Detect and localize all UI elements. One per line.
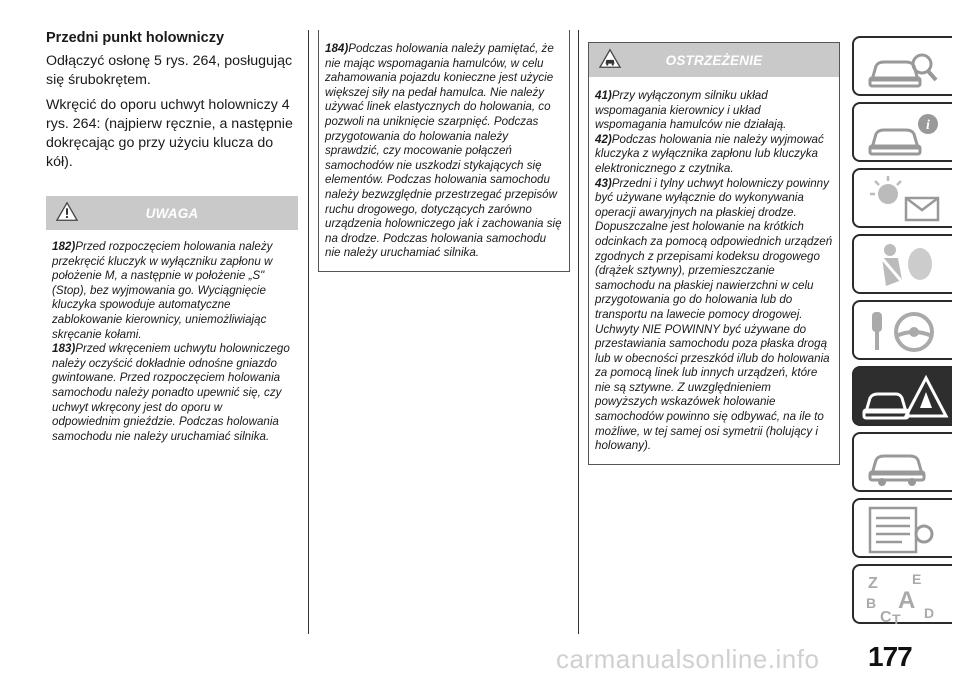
middle-column <box>318 30 570 272</box>
note-42 <box>595 133 833 177</box>
paragraph-cover: Odłączyć osłonę 5 rys. 264, posługując się śrubokrętem. <box>46 53 293 88</box>
note-text: Przy wyłączonym silniku układ wspomagania kierownicy i układ wspomagania hamulców nie działają. <box>595 89 787 132</box>
tab-car-search[interactable] <box>852 36 952 96</box>
car-info-icon <box>862 108 952 160</box>
note-number: 43) <box>595 176 612 190</box>
warning-body <box>589 77 839 464</box>
safety-airbag-icon <box>862 240 952 292</box>
left-column <box>46 30 298 454</box>
note-number: 182) <box>52 240 76 253</box>
note-text: Przed wkręceniem uchwytu holowniczego należy oczyścić dokładnie odnośne gniazdo gwintowane. Przed rozpoczęciem holowania samochodu należy ponadto upewnić się, czy uchwyt wkręcony jest do oporu w odpowiednim gnieździe. Podczas holowania samochodu nie należy uruchamiać silnika. <box>52 342 290 443</box>
caution-box <box>46 196 298 454</box>
index-letter: C <box>880 609 892 626</box>
note-43 <box>595 177 833 454</box>
tab-emergency[interactable] <box>852 366 952 426</box>
caution-continued-body <box>319 30 569 271</box>
tab-safety[interactable] <box>852 234 952 294</box>
warning-triangle-icon <box>56 201 78 223</box>
note-text: Podczas holowania nie należy wyjmować kluczyka z wyłącznika zapłonu lub kluczyka elektronicznego z czytnika. <box>595 132 824 175</box>
key-steering-icon <box>862 306 952 358</box>
column-divider <box>578 30 579 634</box>
tab-maintenance[interactable] <box>852 432 952 492</box>
svg-text:i: i <box>926 118 930 133</box>
note-184 <box>325 42 563 261</box>
alphabetical-index-icon <box>862 570 952 626</box>
note-text: Podczas holowania należy pamiętać, że nie mając wspomagania hamulców, w celu zahamowania pojazdu konieczne jest użycie większej siły na pedał hamulca. Nie należy używać linek elastycznych do holowania, co pozwoli na uniknięcie szarpnięć. Podczas przygotowania do holowania należy sprawdzić, czy mocowanie połączeń samochodów nie uszkodzi stykających się elementów. Podczas holowania samochodu należy bezwzględnie przestrzegać przepisów ruchu drogowego, dotyczących zarówno urządzenia holowniczego jak i zachowania się na drodze. Podczas holowania samochodu nie należy uruchamiać silnika. <box>325 42 562 260</box>
note-text: Przedni i tylny uchwyt holowniczy powinny być używane wyłącznie do wykonywania operacji awaryjnych na płaskiej drodze. Dopuszczalne jest holowanie na krótkich odcinkach za pomocą odpowiednich urządzeń zgodnych z przepisami kodeksu drogowego (drążek sztywny), przemieszczanie samochodu na płaskiej nawierzchni w celu przygotowania go do holowania lub do transportu na lawecie pomocy drogowej. Uchwyty NIE POWINNY być używane do przestawiania samochodu poza płaska drogą lub w obecności przeszkód i/lub do holowania za pomocą linek lub innych urządzeń, które nie są sztywne. Z uwzględnieniem powyższych wskazówek holowanie samochodów powinno się odbywać, na ile to możliwe, w tej samej osi symetrii (holujący i holowany). <box>595 176 833 453</box>
note-number: 41) <box>595 89 612 102</box>
watermark: carmanualsonline.info <box>556 644 820 674</box>
index-letter: Z <box>868 575 878 592</box>
car-warning-icon <box>599 48 621 70</box>
tab-key-steering[interactable] <box>852 300 952 360</box>
specs-list-icon <box>862 504 952 556</box>
index-letter: A <box>898 587 916 614</box>
tab-specs[interactable] <box>852 498 952 558</box>
warning-box <box>588 42 840 465</box>
warning-title: OSTRZEŻENIE <box>665 52 763 68</box>
note-183 <box>52 342 292 444</box>
caution-header <box>46 196 298 230</box>
section-heading: Przedni punkt holowniczy <box>46 30 225 46</box>
note-number: 183) <box>52 342 76 356</box>
right-column <box>588 42 840 465</box>
index-letter: B <box>866 595 877 611</box>
paragraph-tow-hook: Wkręcić do oporu uchwyt holowniczy 4 rys. 264: (najpierw ręcznie, a następnie dokręcając go przy użyciu klucza do kół). <box>46 97 293 170</box>
column-divider <box>308 30 309 634</box>
index-letter: E <box>912 571 922 587</box>
note-41 <box>595 89 833 133</box>
index-letter: D <box>924 605 935 621</box>
tab-car-info[interactable] <box>852 102 952 162</box>
note-number: 184) <box>325 42 349 55</box>
index-letter: T <box>892 611 901 626</box>
caution-body <box>46 230 298 454</box>
note-number: 42) <box>595 132 612 146</box>
car-maintenance-icon <box>862 438 952 490</box>
page-number: 177 <box>868 641 912 672</box>
note-text: Przed rozpoczęciem holowania należy przekręcić kluczyk w wyłączniku zapłonu w położenie M, a następnie w położenie „S" (Stop), bez wyjmowania go. Wyciągnięcie kluczyka spowoduje automatyczne zablokowanie kierownicy, uniemożliwiając skręcanie kołami. <box>52 240 273 341</box>
warning-header <box>589 43 839 77</box>
caution-title: UWAGA <box>145 205 199 221</box>
warning-lights-icon <box>862 174 952 226</box>
tab-index[interactable] <box>852 564 952 624</box>
note-182 <box>52 240 292 342</box>
tab-warning-lights[interactable] <box>852 168 952 228</box>
caution-continued-box <box>318 30 570 272</box>
car-search-icon <box>862 42 952 94</box>
emergency-icon <box>862 372 952 424</box>
